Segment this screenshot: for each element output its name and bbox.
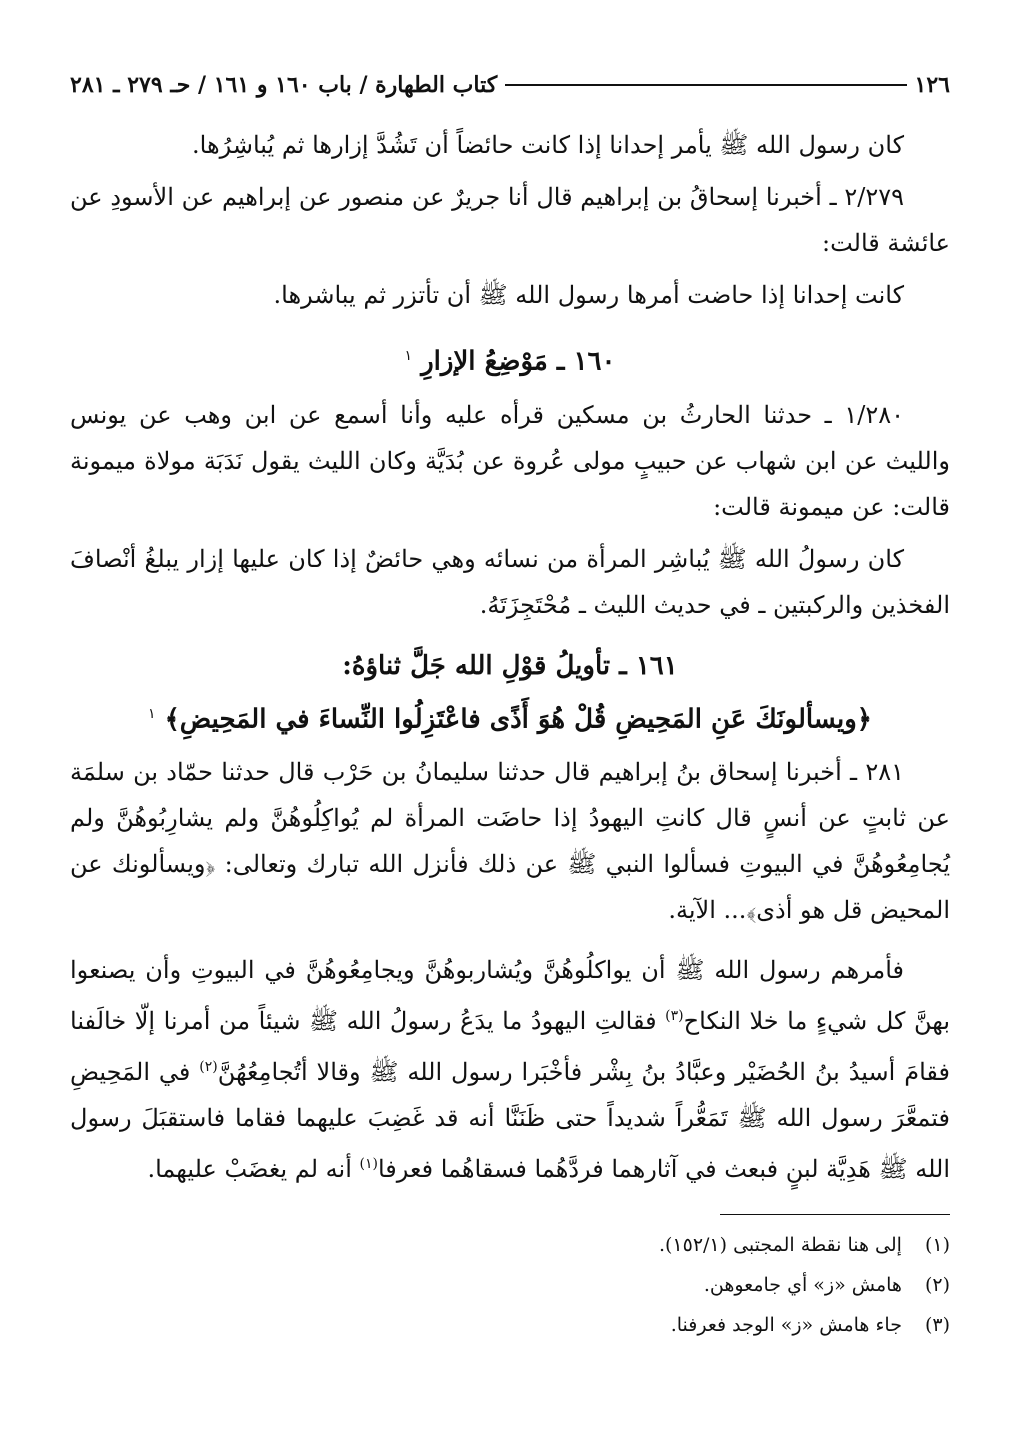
paragraph-hadith-281-cont: [70, 947, 950, 1192]
paragraph-isnad-280: ١/٢٨٠ ـ حدثنا الحارثُ بن مسكين قرأه عليه وأنا أسمع عن ابن وهب عن يونس والليث عن ابن شهاب عن حبيبٍ مولى عُروة عن بُدَيَّة وكان الليث يقول نَدَبَة مولاة ميمونة قالت: عن ميمونة قالت:: [70, 400, 950, 521]
text-segment: فأمرهم رسول الله ﷺ أن يواكلُوهُنَّ ويُشاربوهُنَّ ويجامِعُوهُنَّ في البيوتِ وأن يصنعوا بهنَّ كل شيءٍ ما خلا النكاح: [70, 956, 951, 1036]
footnote-text: إلى هنا نقطة المجتبى (١٥٢/١).: [658, 1234, 902, 1257]
footnote-ref-2[interactable]: (٢): [199, 1059, 218, 1076]
quran-verse-text: ﴿ويسألونَكَ عَنِ المَحِيضِ قُلْ هُوَ أَذًى فاعْتَزِلُوا النِّساءَ في المَحِيضِ﴾: [164, 704, 873, 735]
paragraph-hadith-281: ٢٨١ ـ أخبرنا إسحاق بنُ إبراهيم قال حدثنا سليمانُ بن حَرْب قال حدثنا حمّاد بن سلمَة عن ثابتٍ عن أنسٍ قال كانتِ اليهودُ إذا حاضَت المرأة لم يُواكِلُوهُنَّ ولم يشارِبُوهُنَّ ولم يُجامِعُوهُنَّ في البيوتِ فسألوا النبي ﷺ عن ذلك فأنزل الله تبارك وتعالى: ﴿ويسألونك عن المحيض قل هو أذى﴾... الآية.: [70, 758, 950, 925]
quran-verse-note: ١: [147, 705, 156, 722]
text-segment: فقالتِ اليهودُ ما يدَعُ رسولُ الله ﷺ شيئاً من أمرنا إلّا خالَفنا فقامَ أسيدُ بنُ الحُضَيْر وعبَّادُ بنُ بِشْر فأخْبَرا رسول الله ﷺ وقالا أتُجامِعُهُنَّ: [70, 1007, 950, 1087]
page-number: ١٢٦: [914, 72, 950, 98]
footnote-separator: [720, 1214, 950, 1215]
chapter-heading-160: [70, 332, 950, 386]
chapter-heading-160-text: ١٦٠ ـ مَوْضِعُ الإزارِ: [421, 346, 616, 377]
footnote-2: [70, 1265, 950, 1305]
header-rule: [505, 84, 906, 86]
footnote-ref-3[interactable]: (٣): [665, 1008, 684, 1025]
text-segment: أنه لم يغضَبْ عليهما.: [147, 1155, 360, 1184]
paragraph-matn-279: كانت إحدانا إذا حاضت أمرها رسول الله ﷺ أن تأتزر ثم يباشرها.: [273, 281, 904, 309]
chapter-heading-161: ١٦١ ـ تأويلُ قوْلِ الله جَلَّ ثناؤهُ:: [342, 650, 678, 681]
quran-verse-heading: [70, 690, 950, 744]
footnote-number: (٢): [924, 1274, 950, 1297]
paragraph-isnad-279: ٢/٢٧٩ ـ أخبرنا إسحاقُ بن إبراهيم قال أنا جريرٌ عن منصور عن إبراهيم عن الأسودِ عن عائشة قالت:: [70, 183, 950, 257]
footnote-1: [70, 1225, 950, 1265]
footnote-text: جاء هامش «ز» الوجد فعرفنا.: [670, 1314, 902, 1337]
page-header: [70, 72, 950, 116]
paragraph-hadith-end: كان رسول الله ﷺ يأمر إحدانا إذا كانت حائضاً أن تَشُدَّ إزارها ثم يُباشِرُها.: [192, 131, 904, 159]
running-title: كتاب الطهارة / باب ١٦٠ و ١٦١ / حـ ٢٧٩ ـ ٢٨١: [70, 72, 498, 98]
footnote-3: [70, 1305, 950, 1345]
text-segment: في المَحِيضِ فتمعَّرَ رسول الله ﷺ تَمَعُّراً شديداً حتى ظَنَنَّا أنه قد غَضِبَ عليهما فقاما فاستقبَلَ رسول الله ﷺ هَدِيَّة لبنٍ فبعث في آثارهما فردَّهُما فسقاهُما فعرفا: [70, 1058, 950, 1184]
book-page: [70, 72, 950, 1345]
footnote-ref-1[interactable]: (١): [359, 1156, 378, 1173]
chapter-heading-160-note: ١: [404, 348, 413, 364]
paragraph-matn-280: كان رسولُ الله ﷺ يُباشِر المرأة من نسائه وهي حائضٌ إذا كان عليها إزار يبلغُ أنْصافَ الفخذين والركبتين ـ في حديث الليث ـ مُحْتَجِزَتَهُ.: [70, 544, 950, 619]
footnote-number: (١): [924, 1234, 950, 1257]
footnote-number: (٣): [924, 1314, 950, 1337]
footnote-text: هامش «ز» أي جامعوهن.: [703, 1274, 902, 1297]
